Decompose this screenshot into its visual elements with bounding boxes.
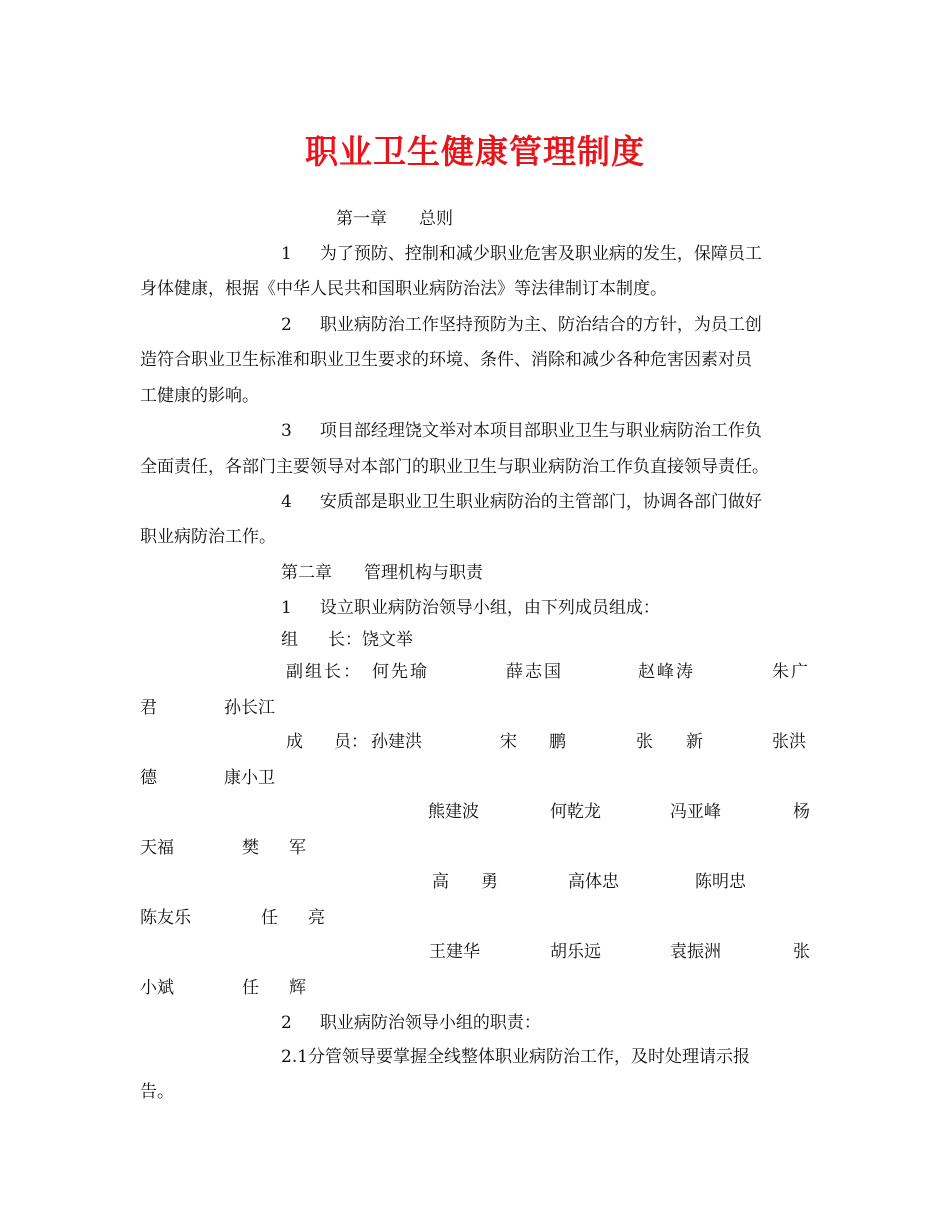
ch2-p2-number: 2 <box>281 1013 292 1033</box>
member-name: 军 <box>289 838 306 858</box>
member-name: 张 <box>636 732 653 752</box>
chapter-1-title: 总则 <box>419 209 453 229</box>
ch2-p2-text: 职业病防治领导小组的职责： <box>319 1013 541 1033</box>
member-name-cont: 天福 <box>140 838 174 858</box>
chapter-2-heading <box>281 561 483 585</box>
member-name: 张 <box>793 942 810 962</box>
member-name: 孙建洪 <box>371 732 422 752</box>
leader-label-b: 长： <box>328 630 362 650</box>
ch1-p2-text-1: 职业病防治工作坚持预防为主、防治结合的方针，为员工创 <box>319 315 762 335</box>
members-label-b: 员： <box>334 732 368 752</box>
chapter-2-title: 管理机构与职责 <box>364 563 483 583</box>
member-name: 袁振洲 <box>670 942 721 962</box>
deputy-leaders-label: 副组长： <box>286 662 362 682</box>
ch1-paragraph-4-line-2: 职业病防治工作。 <box>140 527 276 547</box>
ch1-p1-number: 1 <box>281 244 292 264</box>
leader-label-a: 组 <box>281 630 298 650</box>
ch2-paragraph-2-1-line-2: 告。 <box>140 1082 174 1102</box>
ch1-paragraph-2-line-1 <box>281 313 762 337</box>
member-name: 冯亚峰 <box>670 802 721 822</box>
member-name: 高体忠 <box>568 872 619 892</box>
member-name: 樊 <box>242 838 259 858</box>
ch2-p1-text: 设立职业病防治领导小组，由下列成员组成： <box>319 598 660 618</box>
member-name: 宋 <box>500 732 517 752</box>
ch1-paragraph-1-line-2: 身体健康，根据《中华人民共和国职业病防治法》等法律制订本制度。 <box>140 279 667 299</box>
member-name: 勇 <box>481 872 498 892</box>
ch1-p2-number: 2 <box>281 315 292 335</box>
deputy-name: 孙长江 <box>224 698 275 718</box>
ch1-paragraph-2-line-3: 工健康的影响。 <box>140 386 259 406</box>
ch2-paragraph-1 <box>281 596 660 620</box>
member-name: 胡乐远 <box>550 942 601 962</box>
member-name: 新 <box>686 732 703 752</box>
document-title: 职业卫生健康管理制度 <box>305 132 645 171</box>
member-name: 何乾龙 <box>550 802 601 822</box>
deputy-name: 薛志国 <box>506 662 563 682</box>
members-label-a: 成 <box>286 732 303 752</box>
member-name: 任 <box>261 908 278 928</box>
ch1-p3-text-1: 项目部经理饶文举对本项目部职业卫生与职业病防治工作负 <box>319 421 762 441</box>
member-name: 张洪 <box>772 732 806 752</box>
ch1-paragraph-1-line-1 <box>281 242 762 266</box>
chapter-1-number: 第一章 <box>336 209 387 229</box>
ch2-p1-number: 1 <box>281 598 292 618</box>
ch2-paragraph-2-1-line-1: 2.1分管领导要掌握全线整体职业病防治工作，及时处理请示报 <box>281 1047 751 1067</box>
member-name: 陈友乐 <box>140 908 191 928</box>
ch1-paragraph-2-line-2: 造符合职业卫生标准和职业卫生要求的环境、条件、消除和减少各种危害因素对员 <box>140 350 752 370</box>
member-name: 高 <box>432 872 449 892</box>
member-name: 辉 <box>289 978 306 998</box>
ch1-paragraph-3-line-1 <box>281 419 762 443</box>
ch1-p1-text-1: 为了预防、控制和减少职业危害及职业病的发生，保障员工 <box>319 244 762 264</box>
member-name: 熊建波 <box>428 802 479 822</box>
chapter-2-number: 第二章 <box>281 563 332 583</box>
member-name: 亮 <box>308 908 325 928</box>
ch1-p4-text-1: 安质部是职业卫生职业病防治的主管部门，协调各部门做好 <box>319 492 762 512</box>
deputy-name-cont: 君 <box>140 698 157 718</box>
member-name-cont: 小斌 <box>140 978 174 998</box>
member-name: 康小卫 <box>224 768 275 788</box>
ch1-p3-number: 3 <box>281 421 292 441</box>
member-name-cont: 德 <box>140 768 157 788</box>
deputy-name: 何先瑜 <box>372 662 429 682</box>
member-name: 杨 <box>793 802 810 822</box>
ch1-paragraph-4-line-1 <box>281 490 762 514</box>
deputy-name: 朱广 <box>772 662 810 682</box>
ch1-p4-number: 4 <box>281 492 292 512</box>
leader-name: 饶文举 <box>362 630 413 650</box>
member-name: 陈明忠 <box>695 872 746 892</box>
member-name: 任 <box>242 978 259 998</box>
ch1-paragraph-3-line-2: 全面责任，各部门主要领导对本部门的职业卫生与职业病防治工作负直接领导责任。 <box>140 457 769 477</box>
ch2-paragraph-2 <box>281 1011 541 1035</box>
deputy-name: 赵峰涛 <box>638 662 695 682</box>
chapter-1-heading <box>336 207 453 231</box>
leader-line <box>281 628 413 652</box>
member-name: 鹏 <box>549 732 566 752</box>
member-name: 王建华 <box>429 942 480 962</box>
